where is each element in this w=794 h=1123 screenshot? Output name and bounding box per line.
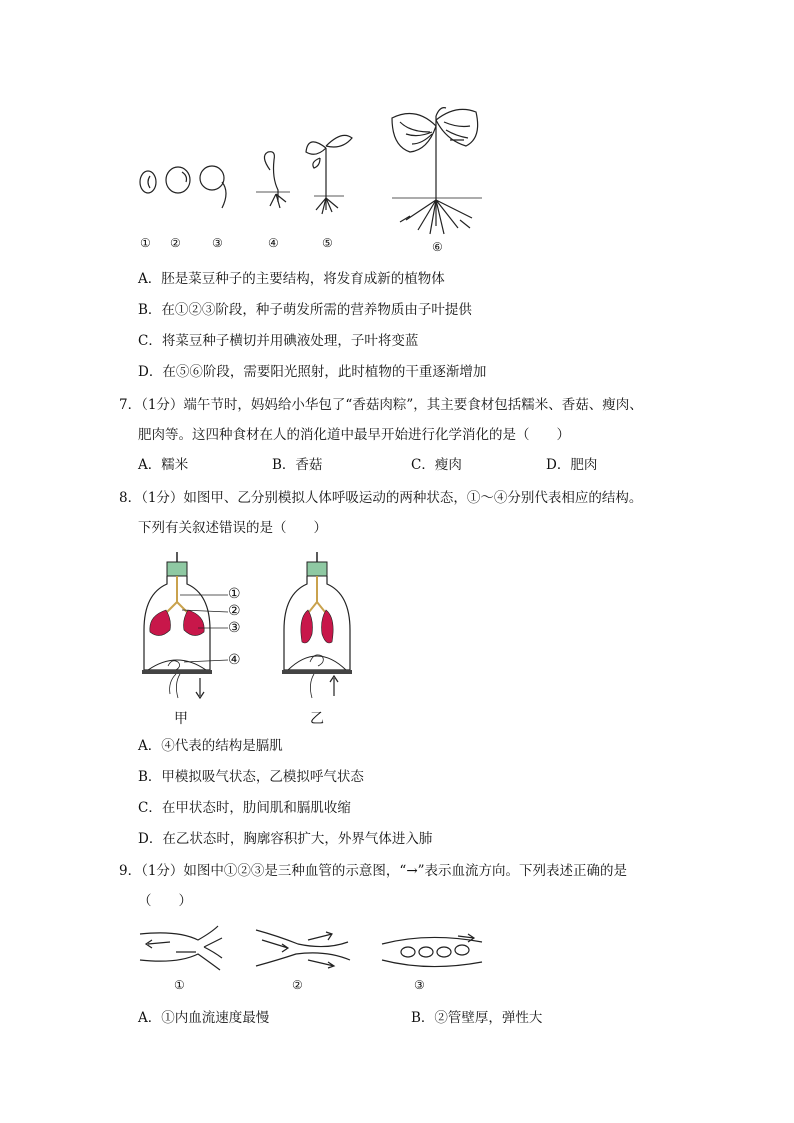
jar-yi-label: 乙 xyxy=(310,711,324,727)
lung-label-1: ① xyxy=(228,586,241,602)
stage-label-2: ② xyxy=(170,236,181,250)
seed-germination-drawing xyxy=(130,100,510,260)
q9-stem-line2: （ ） xyxy=(138,893,192,909)
seed-germination-figure xyxy=(130,100,510,260)
stage-label-1: ① xyxy=(140,236,151,250)
vessel-label-3: ③ xyxy=(414,978,425,992)
stage-label-3: ③ xyxy=(212,236,223,250)
q6-option-d: D．在⑤⑥阶段，需要阳光照射，此时植物的干重逐渐增加 xyxy=(138,364,487,380)
q8-option-d: D．在乙状态时，胸廓容积扩大，外界气体进入肺 xyxy=(138,831,433,847)
blood-vessel-figure xyxy=(138,920,488,998)
lung-label-3: ③ xyxy=(228,620,241,636)
lung-label-2: ② xyxy=(228,603,241,619)
vessel-label-1: ① xyxy=(174,978,185,992)
blood-vessel-drawing xyxy=(138,920,488,998)
q9-stem-line1: 9．（1分）如图中①②③是三种血管的示意图，“→”表示血流方向。下列表述正确的是 xyxy=(119,863,628,879)
q7-option-b: B．香菇 xyxy=(272,457,323,473)
q8-option-b: B．甲模拟吸气状态，乙模拟呼气状态 xyxy=(138,769,364,785)
q8-option-c: C．在甲状态时，肋间肌和膈肌收缩 xyxy=(138,800,351,816)
q7-stem-line2: 肥肉等。这四种食材在人的消化道中最早开始进行化学消化的是（ ） xyxy=(138,427,570,443)
q9-option-b: B．②管壁厚，弹性大 xyxy=(411,1010,543,1026)
q6-option-a: A．胚是菜豆种子的主要结构，将发育成新的植物体 xyxy=(138,271,445,287)
bell-jar-figure xyxy=(140,550,380,730)
bell-jar-drawing xyxy=(140,550,380,730)
q7-option-c: C．瘦肉 xyxy=(411,457,462,473)
q6-option-c: C．将菜豆种子横切并用碘液处理，子叶将变蓝 xyxy=(138,333,419,349)
q6-option-b: B．在①②③阶段，种子萌发所需的营养物质由子叶提供 xyxy=(138,302,472,318)
stage-label-4: ④ xyxy=(268,236,279,250)
vessel-label-2: ② xyxy=(292,978,303,992)
q7-stem-line1: 7．（1分）端午节时，妈妈给小华包了“香菇肉粽”，其主要食材包括糯米、香菇、瘦肉、 xyxy=(119,397,643,413)
stage-label-6: ⑥ xyxy=(432,240,443,254)
q8-option-a: A．④代表的结构是膈肌 xyxy=(138,738,283,754)
lung-label-4: ④ xyxy=(228,652,241,668)
jar-jia-label: 甲 xyxy=(174,711,188,727)
stage-label-5: ⑤ xyxy=(322,236,333,250)
q7-option-d: D．肥肉 xyxy=(546,457,598,473)
q8-stem-line2: 下列有关叙述错误的是（ ） xyxy=(138,520,327,536)
q8-stem-line1: 8．（1分）如图甲、乙分别模拟人体呼吸运动的两种状态，①～④分别代表相应的结构。 xyxy=(119,490,643,506)
q7-option-a: A．糯米 xyxy=(138,457,189,473)
q9-option-a: A．①内血流速度最慢 xyxy=(138,1010,270,1026)
